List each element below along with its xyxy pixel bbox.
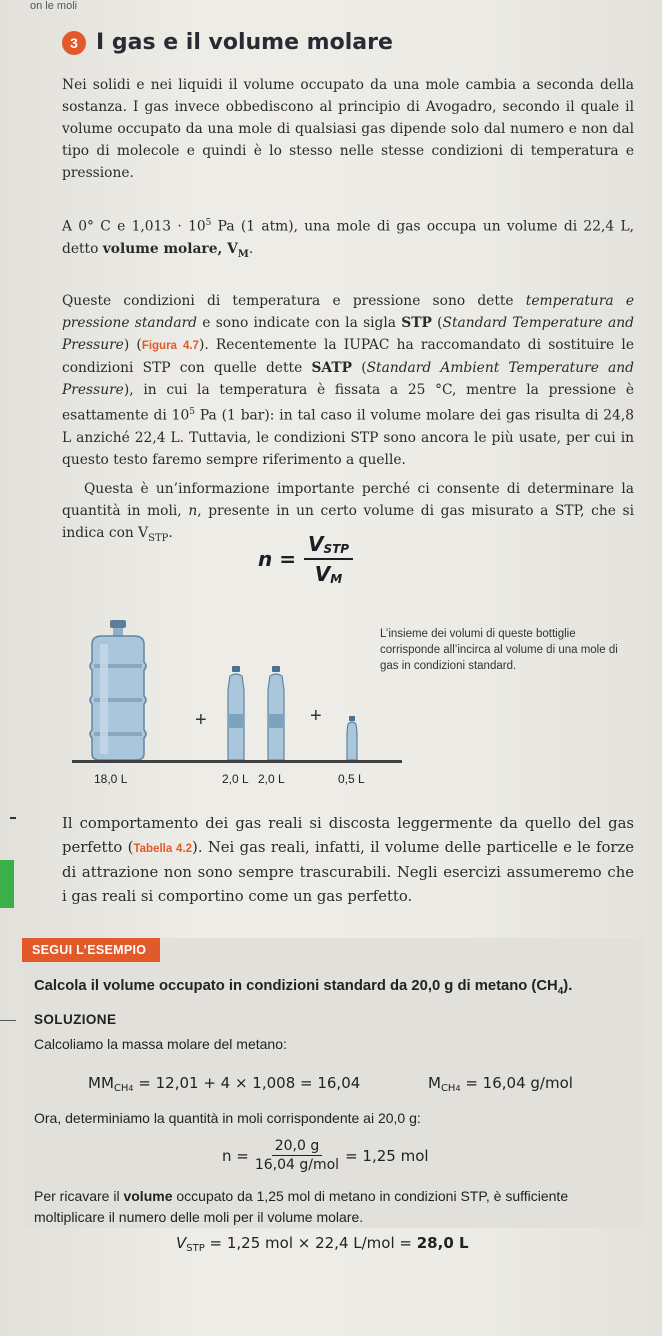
label-18l: 18,0 L: [94, 772, 128, 786]
section-title: I gas e il volume molare: [96, 30, 393, 55]
figure-caption: L’insieme dei volumi di queste bottiglie corrisponde all’incirca al volume di una mole di gas in condizioni standard.: [380, 628, 618, 672]
equation-molar-mass: $MM_{CH4} = 12,01 + 4 \times 1,008 = 16,04$: [88, 1074, 361, 1094]
bottle-2l-icon: [228, 666, 244, 760]
plus-sign-2: +: [310, 705, 322, 727]
solution-step-3: Per ricavare il volume occupato da 1,25 mol di metano in condizioni STP, è sufficiente moltiplicare il numero delle moli per il volume molare.: [34, 1188, 569, 1225]
solution-rule: [0, 1020, 16, 1021]
example-tag: SEGUI L’ESEMPIO: [22, 938, 160, 962]
plus-sign-1: +: [195, 709, 207, 731]
margin-green-bar: [0, 860, 14, 908]
bottle-05l-icon: [347, 716, 357, 760]
equation-molar-mass-result: $M_{CH4} = 16,04$ g/mol: [428, 1074, 573, 1094]
solution-heading: SOLUZIONE: [34, 1012, 117, 1027]
final-result: 28,0 L: [416, 1234, 469, 1252]
paragraph-stp: Queste condizioni di temperatura e pressione sono dette temperatura e pressione standard e sono indicate con la sigla STP (Standard Temperature and Pressure) (Figura 4.7). Recentemente la IUPAC ha raccomandato di sostituire le condizioni STP con quelle dette SATP (Standard Ambient Temperature and Pressure), in cui la temperatura è fissata a 25 °C, mentre la pressione è esattamente di $10^5$ Pa (1 bar): in tal caso il volume molare dei gas risulta di 24,8 L anziché 22,4 L. Tuttavia, le condizioni STP sono ancora le più usate, per cui in questo testo faremo sempre riferimento a quelle.: [62, 293, 635, 468]
label-05l: 0,5 L: [338, 772, 365, 786]
formula-moles: n = $\frac{\text{VSTP}}{VM}$: [258, 532, 353, 586]
bottle-18l-icon: [90, 620, 146, 760]
paragraph-moles: Questa è un’informazione importante perché ci consente di determinare la quantità in moli, n, presente in un certo volume di gas misurato a STP, che si indica con $V_{STP}$.: [62, 481, 634, 544]
solution-step-1: Calcoliamo la massa molare del metano:: [34, 1036, 287, 1052]
solution-step-2: Ora, determiniamo la quantità in moli corrispondente ai 20,0 g:: [34, 1110, 421, 1126]
equation-moles: n = $\frac{20,0 g}{\text{16,04 g/mol}}$ = 1,25 mol: [222, 1138, 429, 1173]
shelf-line: [72, 760, 402, 763]
label-2l-a: 2,0 L: [222, 772, 249, 786]
paragraph-real-gases: Il comportamento dei gas reali si discosta leggermente da quello del gas perfetto (Tabella 4.2). Nei gas reali, infatti, il volume delle particelle e le forze di attrazione non sono sempre trascurabili. Negli esercizi assumeremo che i gas reali si comportino come un gas perfetto.: [62, 815, 634, 905]
margin-tick: [10, 817, 16, 819]
section-number-badge: 3: [62, 31, 86, 55]
figure-reference-link[interactable]: Figura 4.7: [141, 340, 199, 352]
bottles-illustration: [72, 614, 402, 794]
bottles-figure: [72, 614, 402, 794]
equation-volume: $V_{STP} = 1,25$ mol × 22,4 L/mol = 28,0 L: [176, 1234, 469, 1254]
paragraph-molar-volume: A 0° C e $1,013 \cdot 10^5$ Pa (1 atm), una mole di gas occupa un volume di 22,4 L, detto volume molare, $V_M$.: [62, 218, 634, 260]
paragraph-intro: Nei solidi e nei liquidi il volume occupato da una mole cambia a seconda della sostanza. I gas invece obbediscono al principio di Avogadro, secondo il quale il volume occupato da una mole di qualsiasi gas dipende solo dal numero e non dal tipo di molecole e quindi è lo stesso nelle stesse condizioni di temperatura e pressione.: [62, 77, 634, 181]
table-reference-link[interactable]: Tabella 4.2: [133, 842, 193, 855]
label-2l-b: 2,0 L: [258, 772, 285, 786]
example-question: Calcola il volume occupato in condizioni standard da 20,0 g di metano $(CH_4)$.: [34, 978, 573, 997]
section-header: [62, 30, 393, 55]
cut-off-text: on le moli: [30, 0, 78, 12]
bottle-2l-icon: [268, 666, 284, 760]
